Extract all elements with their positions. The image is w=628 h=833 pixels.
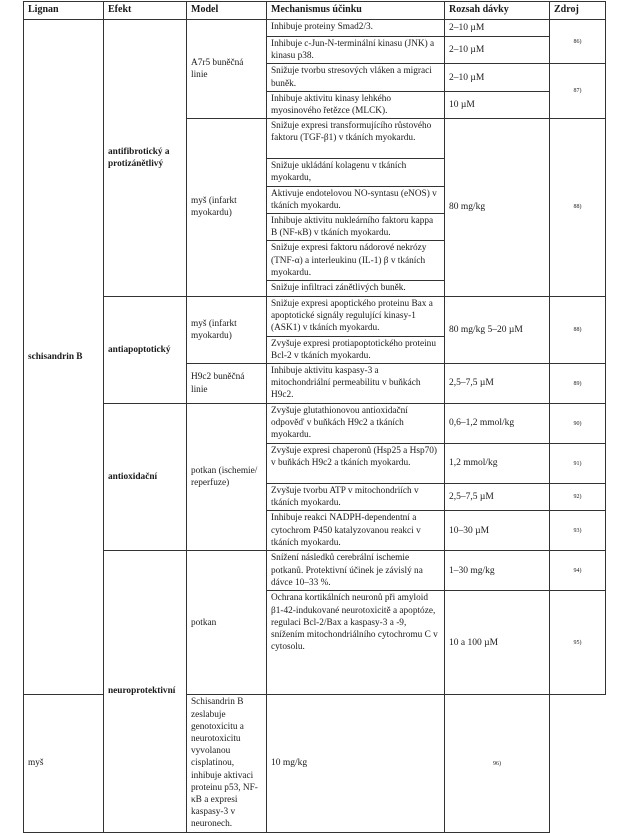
model-cell: potkan [187,551,267,695]
effect-cell: antifibrotický a protizánětlivý [104,20,187,297]
source-cell: 94) [550,551,606,591]
mechanism-cell: Snížení následků cerebrální ischemie potkanů. Protektivní účinek je závislý na dávce 10–33 %. [267,551,445,591]
lignan-cell: schisandrin B [24,20,104,695]
source-cell: 88) [550,296,606,363]
model-cell: myš (infarkt myokardu) [187,119,267,296]
table-row [24,551,606,591]
mechanism-cell: Inhibuje c-Jun-N-terminální kinasu (JNK) a kinasu p38. [267,37,445,64]
mechanism-cell: Snižuje expresi apoptického proteinu Bax a apoptotické signály regulující kinasy-1 (ASK1) v tkáních myokardu. [267,296,445,336]
source-cell: 90) [550,404,606,444]
mechanism-cell: Zvyšuje expresi chaperonů (Hsp25 a Hsp70) v buňkách H9c2 a tkáních myokardu. [267,444,445,484]
model-cell: potkan (ischemie/ reperfuze) [187,404,267,551]
dose-cell: 1,2 mmol/kg [445,444,550,484]
source-cell: 92) [550,484,606,511]
mechanism-cell: Ochrana kortikálních neuronů při amyloid β1-42-indukované neurotoxicitě a apoptóze, regulaci Bcl-2/Bax a kaspasy-3 a -9, snížením mitochondriálního cytochromu C v cytosolu. [267,591,445,695]
dose-cell: 80 mg/kg 5–20 µM [445,296,550,363]
header-lignan: Lignan [24,2,104,20]
mechanism-cell: Zvyšuje expresi protiapoptotického proteinu Bcl-2 v tkáních myokardu. [267,336,445,363]
header-row [24,2,606,20]
source-cell: 96) [445,695,550,832]
mechanism-cell: Zvyšuje tvorbu ATP v mitochondriích v tkáních myokardu. [267,484,445,511]
effect-cell: antioxidační [104,404,187,551]
dose-cell: 10 µM [445,91,550,118]
header-dose: Rozsah dávky [445,2,550,20]
dose-cell: 2–10 µM [445,20,550,37]
mechanism-cell: Inhibuje aktivitu nukleárního faktoru kappa B (NF-κB) v tkáních myokardu. [267,214,445,241]
lignan-table [23,1,606,833]
table-row [24,404,606,444]
header-model: Model [187,2,267,20]
mechanism-cell: Aktivuje endotelovou NO-syntasu (eNOS) v tkáních myokardu. [267,186,445,213]
dose-cell: 0,6–1,2 mmol/kg [445,404,550,444]
dose-cell: 1–30 mg/kg [445,551,550,591]
dose-cell: 2,5–7,5 µM [445,364,550,404]
mechanism-cell: Snižuje expresi faktoru nádorové nekrózy (TNF-α) a interleukinu (IL-1) β v tkáních myokardu. [267,241,445,281]
mechanism-cell: Inhibuje proteiny Smad2/3. [267,20,445,37]
source-cell: 93) [550,511,606,551]
header-mechanism: Mechanismus účinku [267,2,445,20]
table-row [24,20,606,37]
dose-cell: 10–30 µM [445,511,550,551]
dose-cell: 2,5–7,5 µM [445,484,550,511]
source-cell: 91) [550,444,606,484]
mechanism-cell: Snižuje expresi transformujícího růstového faktoru (TGF-β1) v tkáních myokardu. [267,119,445,159]
header-effect: Efekt [104,2,187,20]
mechanism-cell: Snižuje tvorbu stresových vláken a migraci buněk. [267,64,445,91]
dose-cell: 2–10 µM [445,64,550,91]
mechanism-cell: Inhibuje reakci NADPH-dependentní a cytochrom P450 katalyzovanou reakci v tkáních myokardu. [267,511,445,551]
header-source: Zdroj [550,2,606,20]
dose-cell: 2–10 µM [445,37,550,64]
source-cell: 86) [550,20,606,64]
mechanism-cell: Zvyšuje glutathionovou antioxidační odpověď v buňkách H9c2 a tkáních myokardu. [267,404,445,444]
model-cell: H9c2 buněčná linie [187,364,267,404]
mechanism-cell: Inhibuje aktivitu kaspasy-3 a mitochondriální permeabilitu v buňkách H9c2. [267,364,445,404]
source-cell: 89) [550,364,606,404]
source-cell: 88) [550,119,606,296]
dose-cell: 10 mg/kg [267,695,445,832]
mechanism-cell: Snižuje ukládání kolagenu v tkáních myokardu, [267,159,445,186]
model-cell: myš [24,695,104,832]
effect-cell: antiapoptotický [104,296,187,403]
dose-cell: 10 a 100 µM [445,591,550,695]
source-cell: 87) [550,64,606,119]
dose-cell: 80 mg/kg [445,119,550,296]
mechanism-cell: Schisandrin B zeslabuje genotoxicitu a neurotoxicitu vyvolanou cisplatinou, inhibuje aktivaci proteinu p53, NF-κB a expresi kaspasy-3 v neuronech. [187,695,267,832]
model-cell: myš (infarkt myokardu) [187,296,267,363]
mechanism-cell: Snižuje infiltraci zánětlivých buněk. [267,281,445,296]
source-cell: 95) [550,591,606,695]
table-row [24,296,606,336]
effect-cell: neuroprotektivní [104,551,187,832]
model-cell: A7r5 buněčná linie [187,20,267,119]
mechanism-cell: Inhibuje aktivitu kinasy lehkého myosinového řetězce (MLCK). [267,91,445,118]
